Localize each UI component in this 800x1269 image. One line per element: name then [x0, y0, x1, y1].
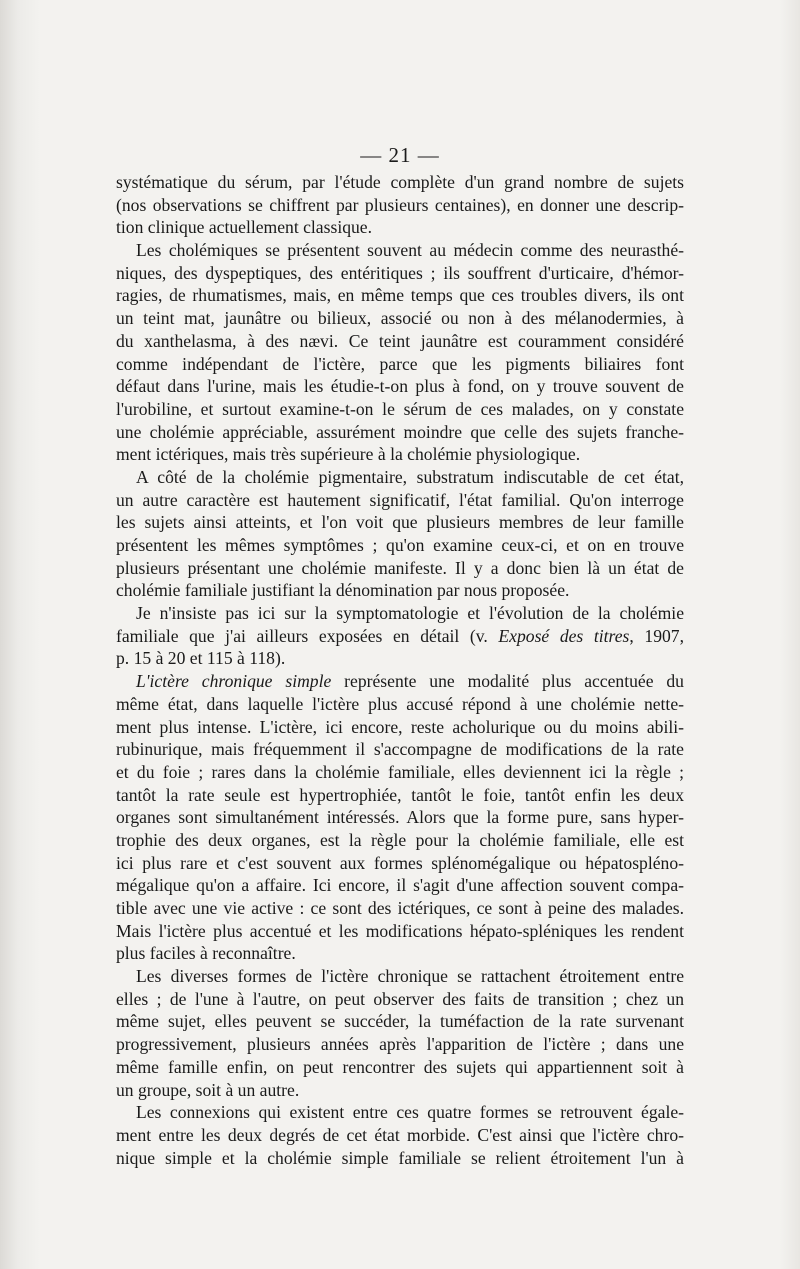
text-line: p. 15 à 20 et 115 à 118).: [116, 648, 286, 669]
text-line: L'ictère chronique simple représente une modalité plus accentuée du: [136, 671, 684, 692]
text-line: les sujets ainsi atteints, et l'on voit que plusieurs membres de leur famille: [116, 512, 684, 533]
text-line: plus faciles à reconnaître.: [116, 943, 296, 964]
text-line: progressivement, plusieurs années après l'apparition de l'ictère ; dans une: [116, 1034, 684, 1055]
text-line: plusieurs présentant une cholémie manifeste. Il y a donc bien là un état de: [116, 557, 684, 578]
text-line: présentent les mêmes symptômes ; qu'on examine ceux-ci, et on en trouve: [116, 535, 684, 555]
text-line: une cholémie appréciable, assurément moindre que celle des sujets franche-: [116, 421, 684, 442]
text-line: un autre caractère est hautement significatif, l'état familial. Qu'on interroge: [116, 489, 684, 510]
text-line: Les diverses formes de l'ictère chronique se rattachent étroitement entre: [136, 966, 684, 987]
text-line: et du foie ; rares dans la cholémie familiale, elles deviennent ici la règle ;: [116, 761, 684, 782]
text-line: un groupe, soit à un autre.: [116, 1079, 300, 1100]
text-line: familiale que j'ai ailleurs exposées en détail (v. Exposé des titres, 1907,: [116, 625, 684, 646]
text-line: rubinurique, mais fréquemment il s'accompagne de modifications de la rate: [116, 739, 684, 760]
page-number: — 21 —: [360, 143, 440, 167]
text-line: niques, des dyspeptiques, des entéritiques ; ils souffrent d'urticaire, d'hémor-: [116, 262, 684, 283]
text-line: un teint mat, jaunâtre ou bilieux, associé ou non à des mélanodermies, à: [116, 308, 684, 329]
text-line: ment ictériques, mais très supérieure à la cholémie physiologique.: [116, 444, 581, 465]
text-line: tible avec une vie active : ce sont des ictériques, ce sont à peine des malades.: [116, 898, 684, 918]
text-line: ment entre les deux degrés de cet état morbide. C'est ainsi que l'ictère chro-: [116, 1124, 684, 1145]
text-line: du xanthelasma, à des nævi. Ce teint jaunâtre est couramment considéré: [116, 330, 684, 351]
text-line: l'urobiline, et surtout examine-t-on le sérum de ces malades, on y constate: [116, 398, 684, 419]
text-line: même famille enfin, on peut rencontrer des sujets qui appartiennent soit à: [116, 1056, 684, 1077]
text-line: défaut dans l'urine, mais les étudie-t-on plus à fond, on y trouve souvent de: [116, 376, 684, 397]
text-line: ici plus rare et c'est souvent aux formes splénomégalique ou hépatosplénо-: [116, 852, 684, 873]
body-text: [116, 171, 684, 1169]
text-line: cholémie familiale justifiant la dénomination par nous proposée.: [116, 580, 570, 601]
text-line: tantôt la rate seule est hypertrophiée, tantôt le foie, tantôt enfin les deux: [116, 784, 684, 805]
text-line: Les cholémiques se présentent souvent au médecin comme des neurasthé-: [136, 240, 684, 261]
text-line: elles ; de l'une à l'autre, on peut observer des faits de transition ; chez un: [116, 988, 684, 1009]
text-line: nique simple et la cholémie simple familiale se relient étroitement l'un à: [116, 1147, 684, 1168]
text-line: Les connexions qui existent entre ces quatre formes se retrouvent égale-: [136, 1102, 684, 1123]
text-line: (nos observations se chiffrent par plusieurs centaines), en donner une descrip-: [116, 194, 684, 215]
text-line: trophie des deux organes, est la règle pour la cholémie familiale, elle est: [116, 829, 684, 850]
text-line: ment plus intense. L'ictère, ici encore, reste acholurique ou du moins abili-: [116, 716, 684, 737]
text-line: même état, dans laquelle l'ictère plus accusé répond à une cholémie nette-: [116, 693, 684, 714]
text-line: A côté de la cholémie pigmentaire, substratum indiscutable de cet état,: [136, 466, 684, 487]
text-line: comme indépendant de l'ictère, parce que les pigments biliaires font: [116, 353, 684, 374]
text-line: organes sont simultanément intéressés. Alors que la forme pure, sans hyper-: [116, 807, 684, 828]
text-line: Mais l'ictère plus accentué et les modifications hépato-spléniques les rendent: [116, 920, 684, 941]
text-line: tion clinique actuellement classique.: [116, 217, 373, 238]
text-line: même sujet, elles peuvent se succéder, la tuméfaction de la rate survenant: [116, 1011, 684, 1032]
text-line: Je n'insiste pas ici sur la symptomatologie et l'évolution de la cholémie: [136, 603, 684, 624]
text-line: systématique du sérum, par l'étude complète d'un grand nombre de sujets: [116, 172, 684, 192]
text-line: ragies, de rhumatismes, mais, en même temps que ces troubles divers, ils ont: [116, 285, 684, 306]
text-line: mégalique qu'on a affaire. Ici encore, il s'agit d'une affection souvent compa-: [116, 875, 684, 896]
